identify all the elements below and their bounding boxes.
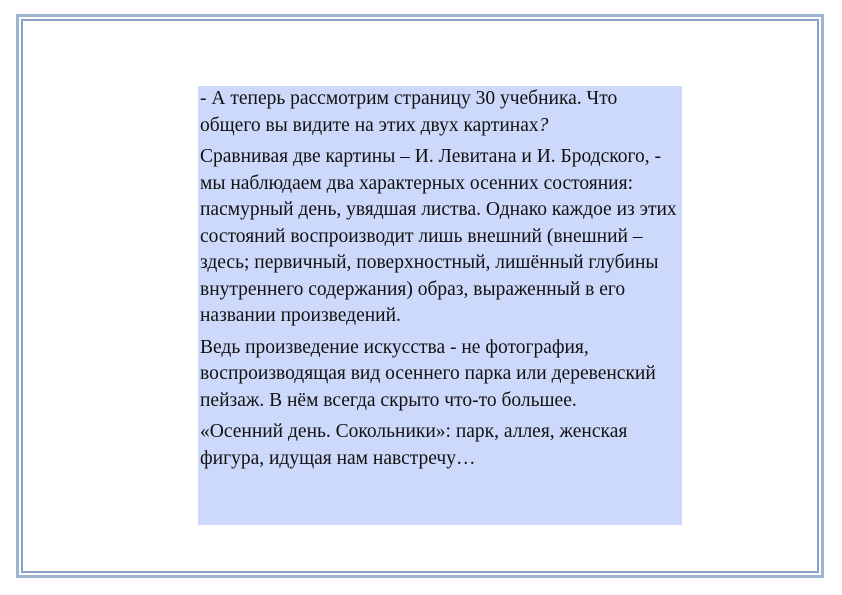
question-mark: ? [538,114,549,136]
paragraph-art: Ведь произведение искусства - не фотография, воспроизводящая вид осеннего парка или деревенский пейзаж. В нём всегда скрыто что-то большее. [200,336,656,411]
paragraph-painting: «Осенний день. Сокольники»: парк, аллея, женская фигура, идущая нам навстречу… [200,421,628,469]
paragraph-question [200,86,680,139]
paragraph-comparison: Сравнивая две картины – И. Левитана и И. Бродского, - мы наблюдаем два характерных осенних состояния: пасмурный день, увядшая листва. Однако каждое из этих состояний воспроизводит лишь внешний (внешний – здесь; первичный, поверхностный, лишённый глубины внутреннего содержания) образ, выраженный в его названии произведений. [200,146,677,326]
text-box [198,86,682,525]
paragraph-question-text: - А теперь рассмотрим страницу 30 учебника. Что общего вы видите на этих двух картинах [200,88,618,136]
